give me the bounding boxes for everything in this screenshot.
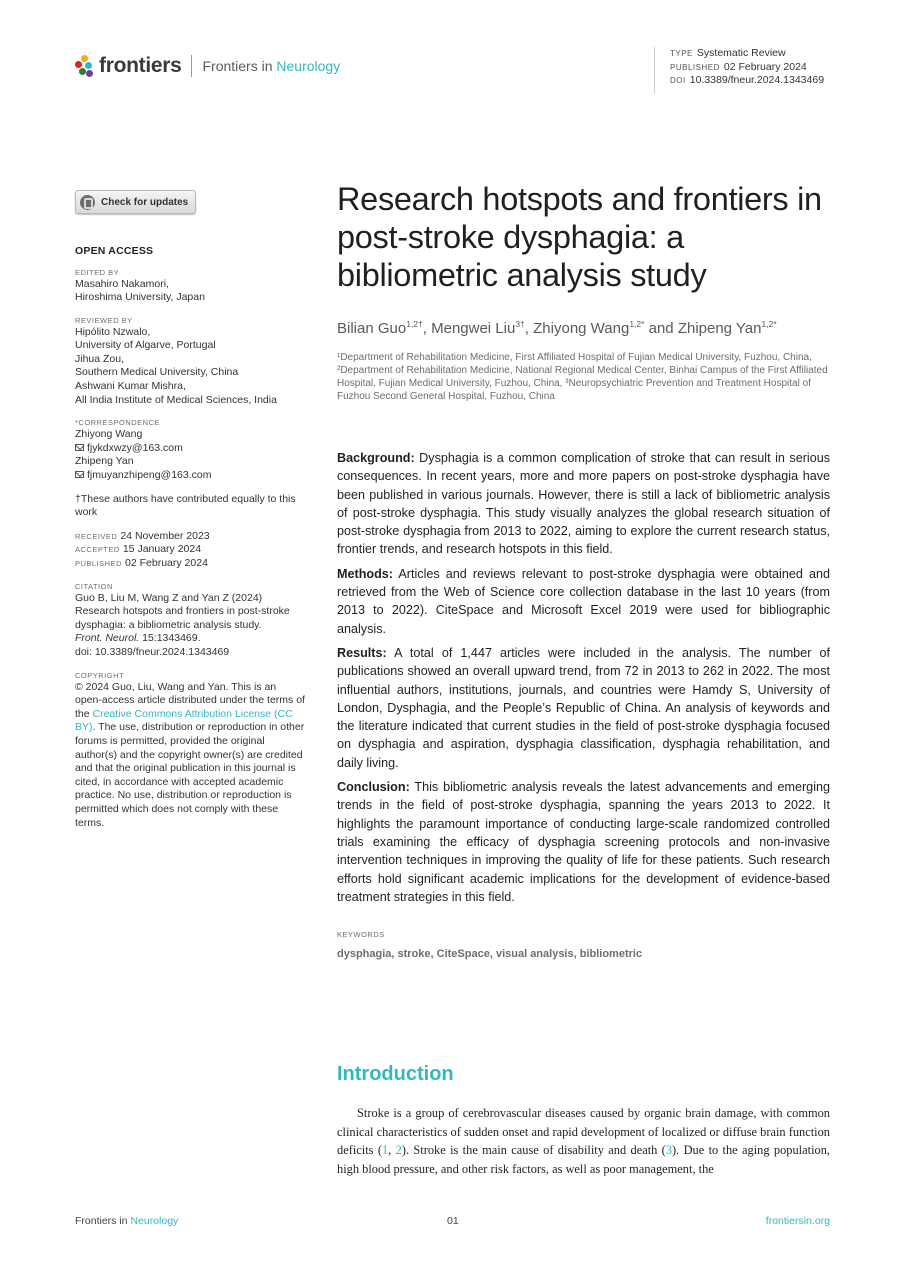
reviewed-by: REVIEWED BY Hipólito Nzwalo, University of Algarve, Portugal Jihua Zou, Southern Medical University, China Ashwani Kumar Mishra, All India Institute of Medical Sciences, India: [75, 315, 305, 408]
reviewer-line: Hipólito Nzwalo,: [75, 325, 151, 338]
copyright: COPYRIGHT © 2024 Guo, Liu, Wang and Yan. This is an open-access article distributed under the terms of the Creative Commons Attribution License (CC BY). The use, distribution or reproduction in other forums is permitted, provided the original author(s) and the copyright owner(s) are credited and that the original publication in this journal is cited, in accordance with accepted academic practice. No use, distribution or reproduction is permitted which does not comply with these terms.: [75, 670, 305, 829]
keywords: dysphagia, stroke, CiteSpace, visual analysis, bibliometric: [337, 948, 643, 961]
author-name[interactable]: Mengwei Liu: [431, 320, 516, 337]
footer-journal: Frontiers in Neurology: [75, 1215, 179, 1227]
abstract: [337, 449, 830, 906]
keywords-label: KEYWORDS: [337, 930, 385, 940]
author-affiliation-mark: 3†: [515, 319, 525, 329]
article-doi[interactable]: DOI 10.3389/fneur.2024.1343469: [670, 74, 825, 86]
footer-site-link[interactable]: frontiersin.org: [765, 1215, 830, 1227]
author-name[interactable]: Zhiyong Wang: [533, 320, 630, 337]
reviewer-line: Southern Medical University, China: [75, 366, 239, 379]
corr-email-link[interactable]: fjykdxwzy@163.com: [75, 442, 305, 456]
article-type: TYPE Systematic Review: [670, 47, 786, 59]
citation-journal: Front. Neurol. 15:1343469.: [75, 632, 201, 645]
mail-icon: [75, 471, 84, 478]
editor-list: [75, 278, 305, 305]
author-list: Bilian Guo$^{1,2\dagger}$, Mengwei Liu$^{3\dagger}$, Zhiyong Wang$^{1,2*}$ and Zhipeng Yan$^{1,2*}$: [337, 319, 777, 337]
reviewer-line: Jihua Zou,: [75, 352, 125, 365]
check-updates-button[interactable]: Check for updates: [75, 190, 196, 214]
journal-name: Frontiers in Neurology: [202, 58, 341, 74]
author-affiliation-mark: 1,2*: [761, 319, 777, 329]
article-meta: [654, 47, 854, 94]
editor-line: Masahiro Nakamori,: [75, 277, 169, 290]
article-published: PUBLISHED 02 February 2024: [670, 60, 807, 73]
received-date: RECEIVED 24 November 2023: [75, 529, 210, 542]
page-footer: [75, 1215, 830, 1231]
reviewer-line: Ashwani Kumar Mishra,: [75, 380, 186, 393]
author-affiliation-mark: 1,2†: [406, 319, 423, 329]
equal-contribution-note: †These authors have contributed equally to this work: [75, 492, 296, 519]
author-name[interactable]: Zhipeng Yan: [677, 320, 762, 337]
check-updates-icon: [80, 195, 95, 210]
published-date: PUBLISHED 02 February 2024: [75, 557, 208, 569]
corr-email-link[interactable]: fjmuyanzhipeng@163.com: [75, 469, 305, 483]
corr-name: Zhiyong Wang: [75, 428, 143, 441]
abstract-section: Methods: Articles and reviews relevant to post-stroke dysphagia were obtained and retrieved from the Web of Science core collection database in the last 10 years (from 2013 to 2022). CiteSpace and Microsoft Excel 2019 were used for bibliographic analysis.: [337, 566, 830, 636]
article-sidebar: [75, 190, 305, 830]
logo-divider: [191, 55, 192, 77]
citation-text: Guo B, Liu M, Wang Z and Yan Z (2024) Research hotspots and frontiers in post-stroke dysphagia: a bibliometric analysis study.: [75, 591, 290, 631]
citation: CITATION Guo B, Liu M, Wang Z and Yan Z (2024) Research hotspots and frontiers in post-stroke dysphagia: a bibliometric analysis study. Front. Neurol. 15:1343469. doi: 10.3389/fneur.2024.1343469: [75, 581, 305, 660]
mail-icon: [75, 444, 84, 451]
reviewer-line: All India Institute of Medical Sciences, India: [75, 393, 277, 406]
article-dates: [75, 530, 305, 571]
affiliations: ¹Department of Rehabilitation Medicine, First Affiliated Hospital of Fujian Medical University, Fuzhou, China, ²Department of Rehabilitation Medicine, National Regional Medical Center, Binhai Campus of the First Affiliated Hospital, Fujian Medical University, Fuzhou, China, ³Neuropsychiatric Prevention and Treatment Hospital of Fuzhou Second General Hospital, Fuzhou, China: [337, 352, 828, 402]
author-name[interactable]: Bilian Guo: [337, 320, 407, 337]
introduction-paragraph: Stroke is a group of cerebrovascular diseases caused by organic brain damage, with common clinical characteristics of sudden onset and rapid development of localized or diffuse brain function deficits (1, 2). Stroke is the main cause of disability and death (3). Due to the aging population, high blood pressure, and other risk factors, as well as poor management, the: [337, 1106, 830, 1176]
frontiers-logo-icon: [75, 55, 95, 77]
open-access-label: OPEN ACCESS: [75, 244, 154, 257]
reference-link[interactable]: 1: [381, 1143, 389, 1158]
abstract-section: Conclusion: This bibliometric analysis reveals the latest advancements and emerging trends in the field of post-stroke dysphagia, spanning the years 2013 to 2022. It highlights the paramount importance of conducting large-scale randomized controlled trials examining the efficacy of dysphagia screening protocols and non-invasive intervention techniques in improving the quality of life for these patients. Such research efforts hold significant academic implications for the development of evidence-based treatment strategies in this field.: [337, 780, 830, 904]
reviewer-list: [75, 326, 305, 408]
abstract-section: Results: A total of 1,447 articles were included in the analysis. The number of publications showed an overall upward trend, from 72 in 2013 to 262 in 2022. The most influential authors, institutions, journals, and countries were Hamdy S, University of London, Dysphagia, and the People’s Republic of China. An analysis of keywords and the literature indicated that current studies in the field of post-stroke dysphagia focused on dysphagia and aspiration, dysphagia classification, dysphagia rehabilitation, and daily living.: [337, 645, 830, 770]
copyright-text: © 2024 Guo, Liu, Wang and Yan. This is an open-access article distributed under the terms of the Creative Commons Attribution License (CC BY). The use, distribution or reproduction in other forums is permitted, provided the original author(s) and the copyright owner(s) are credited and that the original publication in this journal is cited, in accordance with accepted academic practice. No use, distribution or reproduction is permitted which does not comply with these terms.: [75, 680, 305, 829]
article-title: Research hotspots and frontiers in post-stroke dysphagia: a bibliometric analysis study: [337, 181, 822, 293]
author-affiliation-mark: 1,2*: [629, 319, 645, 329]
frontiers-logo[interactable]: [75, 53, 340, 79]
reviewer-line: University of Algarve, Portugal: [75, 339, 216, 352]
corr-name: Zhipeng Yan: [75, 455, 134, 468]
logo-wordmark: frontiers: [99, 54, 182, 77]
reference-link[interactable]: 2: [395, 1143, 402, 1158]
reference-link[interactable]: 3: [665, 1143, 673, 1158]
introduction-heading: Introduction: [337, 1063, 454, 1085]
cc-license-link[interactable]: Creative Commons Attribution License (CC BY): [75, 707, 293, 734]
citation-doi[interactable]: doi: 10.3389/fneur.2024.1343469: [75, 645, 230, 658]
article-main: [337, 180, 830, 960]
page-number: 01: [447, 1215, 459, 1227]
abstract-section: Background: Dysphagia is a common complication of stroke that can result in serious consequences. In recent years, more and more papers on post-stroke dysphagia have been published in various journals. However, there is still a lack of bibliometric analysis of post-stroke dysphagia. This study visually analyzes the global research situation of post-stroke dysphagia from 2013 to 2022, aiming to explore the current research status, frontier trends, and research hotspots in this field.: [337, 451, 830, 557]
correspondence: *CORRESPONDENCE Zhiyong Wang fjykdxwzy@163.com Zhipeng Yan fjmuyanzhipeng@163.com: [75, 417, 305, 482]
edited-by: EDITED BY Masahiro Nakamori, Hiroshima University, Japan: [75, 267, 305, 305]
editor-line: Hiroshima University, Japan: [75, 291, 205, 304]
accepted-date: ACCEPTED 15 January 2024: [75, 543, 202, 556]
